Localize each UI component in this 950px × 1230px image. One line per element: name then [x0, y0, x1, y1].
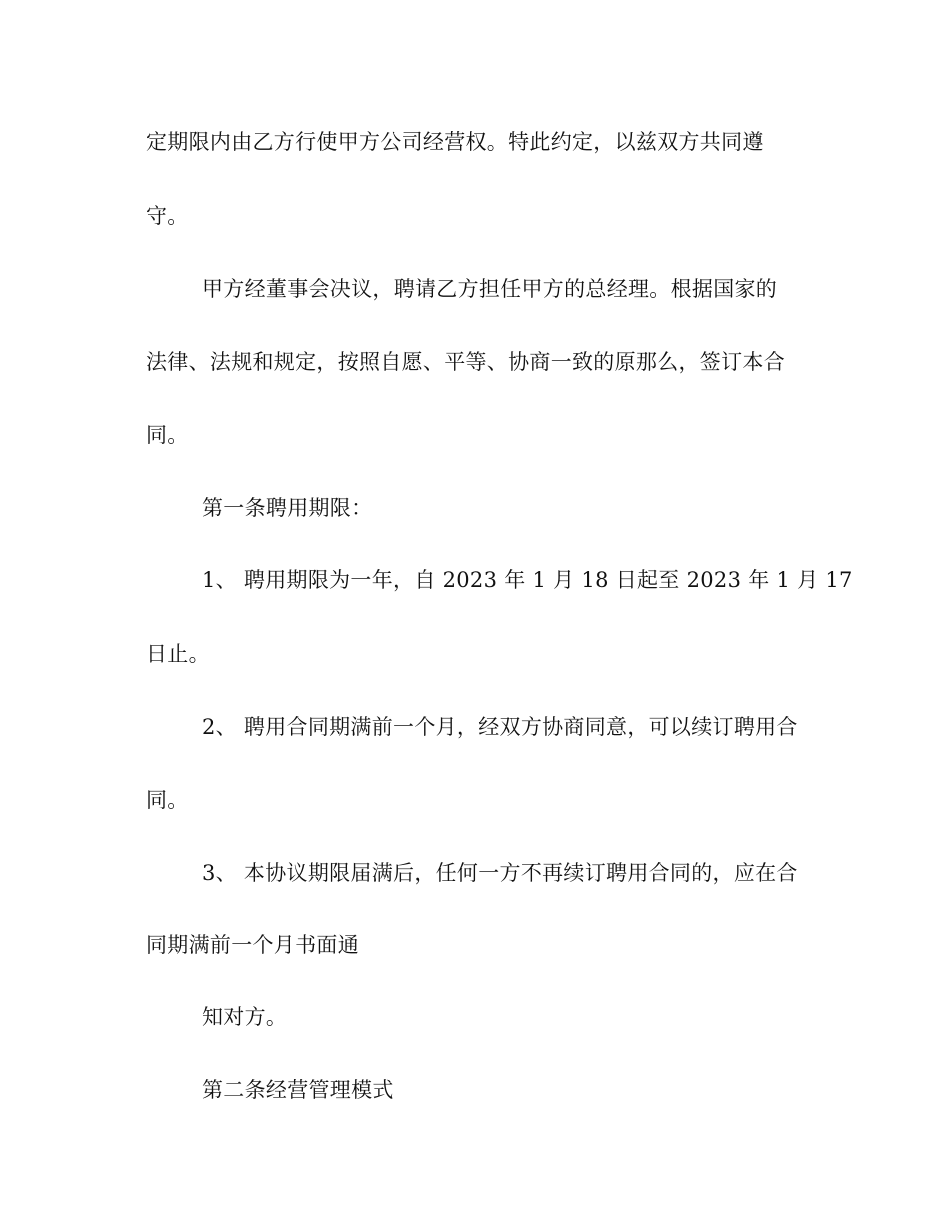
text-line-continuation: 日止。 [146, 642, 210, 666]
paragraph-board-resolution: 甲方经董事会决议，聘请乙方担任甲方的总经理。根据国家的 [202, 277, 778, 301]
clause-2: 2、 聘用合同期满前一个月，经双方协商同意，可以续订聘用合 [202, 715, 798, 739]
text-line-continuation: 法律、法规和规定，按照自愿、平等、协商一致的原那么，签订本合 [146, 350, 785, 374]
clause-1: 1、 聘用期限为一年，自 2023 年 1 月 18 日起至 2023 年 1 月 17 [202, 568, 853, 592]
article-heading-term: 第一条聘用期限： [202, 496, 373, 520]
text-line-continuation: 同。 [146, 423, 189, 447]
article-heading-management: 第二条经营管理模式 [202, 1078, 394, 1102]
text-line-continuation: 守。 [146, 204, 189, 228]
text-line-continuation: 知对方。 [202, 1005, 288, 1029]
clause-3: 3、 本协议期限届满后，任何一方不再续订聘用合同的，应在合 [202, 861, 798, 885]
text-line-continuation: 同。 [146, 788, 189, 812]
text-line-continuation: 同期满前一个月书面通 [146, 933, 359, 957]
text-line-continuation: 定期限内由乙方行使甲方公司经营权。特此约定，以兹双方共同遵 [146, 130, 764, 154]
